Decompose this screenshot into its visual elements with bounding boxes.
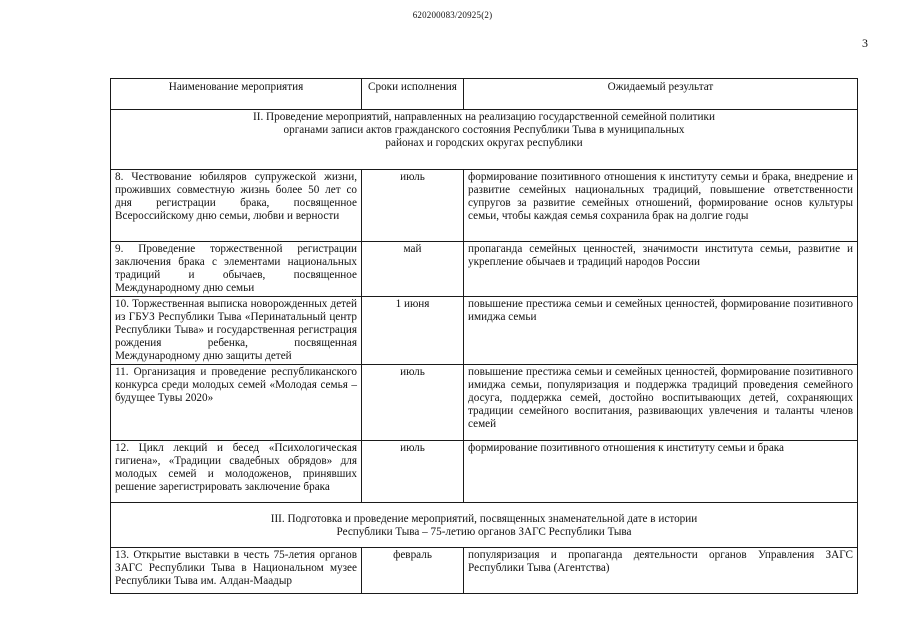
event-result: повышение престижа семьи и семейных ценностей, формирование позитивного имиджа семьи, популяризация и поддержка традиций проведения семейного досуга, поддержка семей, достойно воспитывающих детей, сохраняющих традиции семейного воспитания, развивающих увлечения и таланты членов семей: [464, 365, 858, 441]
page-number: 3: [862, 36, 868, 50]
event-name: 12. Цикл лекций и бесед «Психологическая гигиена», «Традиции свадебных обрядов» для молодых семей и молодоженов, принявших решение зарегистрировать заключение брака: [111, 441, 362, 503]
event-term: февраль: [362, 548, 464, 594]
table-header-row: [111, 79, 858, 110]
section-heading-row: [111, 503, 858, 548]
document-id: 620200083/20925(2): [412, 10, 493, 20]
section-2-heading-line: II. Проведение мероприятий, направленных на реализацию государственной семейной политики: [253, 111, 715, 123]
section-2-heading-line: органами записи актов гражданского состояния Республики Тыва в муниципальных: [283, 124, 685, 136]
events-table: [110, 78, 858, 594]
section-3-heading-line: Республики Тыва – 75-летию органов ЗАГС Республики Тыва: [336, 526, 632, 538]
section-3-heading: [111, 503, 858, 548]
event-term: июль: [362, 441, 464, 503]
event-result: пропаганда семейных ценностей, значимости института семьи, развитие и укрепление обычаев и традиций народов России: [464, 242, 858, 297]
event-name: 9. Проведение торжественной регистрации заключения брака с элементами национальных традиций и обычаев, посвященное Международному дню семьи: [111, 242, 362, 297]
section-3-heading-line: III. Подготовка и проведение мероприятий, посвященных знаменательной дате в истории: [270, 513, 698, 525]
table-row: [111, 548, 858, 594]
event-result: формирование позитивного отношения к институту семьи и брака, внедрение и развитие семейных национальных традиций, повышение ответственности супругов за развитие семейных отношений, формирование основ культуры семьи, чтобы каждая семья сохранила брак на долгие годы: [464, 170, 858, 242]
section-heading-row: [111, 110, 858, 170]
event-result: формирование позитивного отношения к институту семьи и брака: [464, 441, 858, 503]
event-term: май: [362, 242, 464, 297]
event-result: популяризация и пропаганда деятельности органов Управления ЗАГС Республики Тыва (Агентства): [464, 548, 858, 594]
event-term: июль: [362, 365, 464, 441]
section-2-heading-line: районах и городских округах республики: [385, 137, 583, 149]
event-name: 8. Чествование юбиляров супружеской жизни, проживших совместную жизнь более 50 лет со дня регистрации брака, посвященное Всероссийскому дню семьи, любви и верности: [111, 170, 362, 242]
event-name: 11. Организация и проведение республиканского конкурса среди молодых семей «Молодая семья – будущее Тувы 2020»: [111, 365, 362, 441]
event-name: 10. Торжественная выписка новорожденных детей из ГБУЗ Республики Тыва «Перинатальный центр Республики Тыва» и государственная регистрация рождения ребенка, посвященная Международному дню защиты детей: [111, 297, 362, 365]
event-term: 1 июня: [362, 297, 464, 365]
table-row: [111, 297, 858, 365]
event-name: 13. Открытие выставки в честь 75-летия органов ЗАГС Республики Тыва в Национальном музее Республики Тыва им. Алдан-Маадыр: [111, 548, 362, 594]
table-row: [111, 242, 858, 297]
table-row: [111, 170, 858, 242]
table-row: [111, 365, 858, 441]
event-term: июль: [362, 170, 464, 242]
section-2-heading: [111, 110, 858, 170]
column-header-term: Сроки исполнения: [362, 79, 464, 110]
table-row: [111, 441, 858, 503]
column-header-name: Наименование мероприятия: [111, 79, 362, 110]
column-header-result: Ожидаемый результат: [464, 79, 858, 110]
event-result: повышение престижа семьи и семейных ценностей, формирование позитивного имиджа семьи: [464, 297, 858, 365]
